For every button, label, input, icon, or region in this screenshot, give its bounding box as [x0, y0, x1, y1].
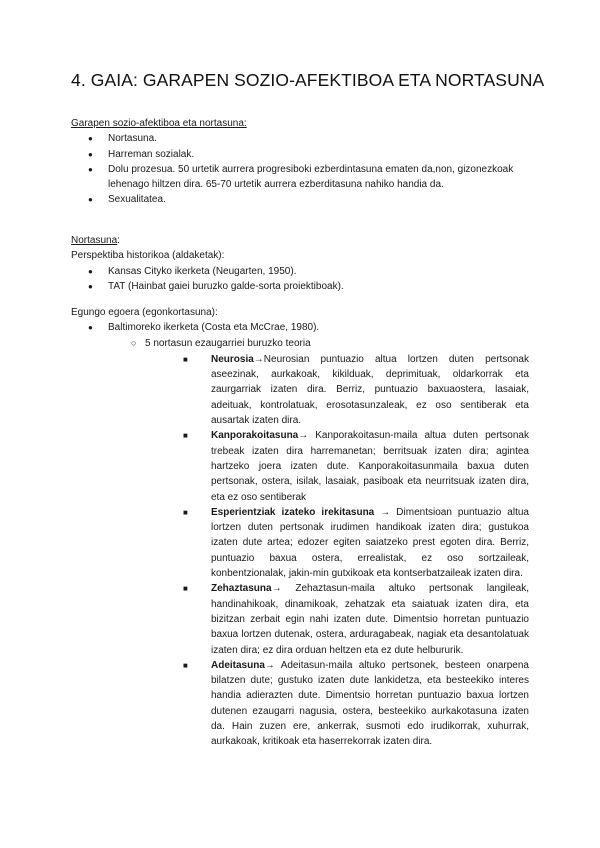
list-item: ● Baltimoreko ikerketa (Costa eta McCrae, 1980).: [71, 320, 531, 335]
trait-item: [183, 581, 529, 657]
heading-colon: :: [117, 235, 120, 246]
trait-text: Adeitasun-maila altuko pertsonek, besteen onarpena bilatzen dute; gustuko izaten dute lankidetza, eta besteekiko interes handia adierazten dute. Dimentsio horretan puntuazio baxua lortzen dutenen ezaugarri nagusia, ostera, besteekiko aurkakotasuna izaten da. Hain zuzen ere, ankerrak, susmoti edo irudikorrak, xuhurrak, aurkakoak, kritikoak eta haserrekorrak izaten dira.: [211, 659, 529, 748]
trait-arrow: →: [374, 506, 391, 518]
section-current-state: [71, 305, 531, 750]
list-item: ○ 5 nortasun ezaugarriei buruzko teoria: [92, 336, 531, 351]
subheading: Egungo egoera (egonkortasuna):: [71, 307, 218, 318]
subheading: Perspektiba historikoa (aldaketak):: [71, 250, 225, 262]
section-heading: Nortasuna: [71, 235, 118, 246]
trait-name: Adeitasuna: [211, 659, 265, 671]
overview-list: [71, 131, 531, 207]
trait-item: [183, 352, 529, 428]
trait-arrow: →: [271, 583, 282, 595]
page-title: 4. GAIA: GARAPEN SOZIO-AFEKTIBOA ETA NORTASUNA: [71, 70, 545, 90]
trait-text: Zehaztasun-maila altuko pertsonak langileak, handinahikoak, dinamikoak, zehatzak eta saiatuak izaten dira, eta bizitzan zerbait egin nahi izaten dute. Dimentsio horretan puntuazio baxua lortzen dutenak, ostera, arduragabeak, nagiak eta desantolatuak izaten dira; ez dira orduan heltzen eta ez dute helbururik.: [211, 583, 529, 656]
theory-list: [71, 336, 531, 351]
trait-item: [183, 428, 529, 504]
list-item: ● Dolu prozesua. 50 urtetik aurrera progresiboki ezberdintasuna ematen da,non, gizonezkoak lehenago hiltzen dira. 65-70 urtetik aurrera ezberditasuna nahiko handia da.: [71, 162, 531, 193]
trait-arrow: →: [264, 659, 275, 671]
traits-container: [71, 352, 531, 750]
list-item: ● Nortasuna.: [71, 131, 531, 146]
trait-arrow: →: [253, 353, 264, 365]
traits-list: [183, 352, 529, 750]
trait-name: Kanporakoitasuna: [211, 430, 299, 442]
study-list: [71, 320, 531, 335]
trait-arrow: →: [298, 430, 309, 442]
section-nortasuna: [71, 233, 531, 294]
trait-name: Esperientziak izateko irekitasuna: [211, 506, 375, 518]
trait-name: Zehaztasuna: [211, 583, 272, 595]
list-item: ● TAT (Hainbat gaiei buruzko galde-sorta proiektiboak).: [71, 279, 531, 294]
trait-item: [183, 505, 529, 581]
section-heading-line: [71, 233, 531, 248]
trait-text: Dimentsioan puntuazio altua lortzen duten pertsonak irudimen handikoak izaten dira; gustukoa izaten dute artea; edozer egiten saiatzeko prest egoten dira. Berriz, puntuazio baxua ostera, errealistak, ez oso sortzaileak, konbentzionalak, jakin-min gutxikoak eta kontserbatzaileak izaten dira.: [211, 506, 529, 580]
trait-text: Neurosian puntuazio altua lortzen duten pertsonak aseezinak, aurkakoak, kikilduak, deprimituak, oldarkorrak eta zaurgarriak izaten dira. Berriz, puntuazio baxuaostera, lasaiak, adeituak, kontrolatuak, erosotasunzaleak, ez oso sentiberak eta ausartak izaten dira.: [211, 353, 529, 427]
trait-text: Kanporakoitasun-maila altua duten pertsonak trebeak izaten dira harremanetan; berritsuak izaten dira; agintea hartzeko joera izaten dute. Kanporakoitasunmaila baxua duten pertsonak, ostera, isilak, lasaiak, pasiboak eta neurritsuak izaten dira, eta ez oso sentiberak: [211, 430, 529, 503]
list-item: ● Kansas Cityko ikerketa (Neugarten, 1950).: [71, 264, 531, 279]
section-overview: [71, 116, 531, 208]
section-heading: Garapen sozio-afektiboa eta nortasuna:: [71, 118, 247, 129]
history-list: [71, 264, 531, 295]
list-item: ● Sexualitatea.: [71, 192, 531, 207]
trait-name: Neurosia: [211, 353, 254, 365]
list-item: ● Harreman sozialak.: [71, 147, 531, 162]
trait-item: [183, 658, 529, 750]
